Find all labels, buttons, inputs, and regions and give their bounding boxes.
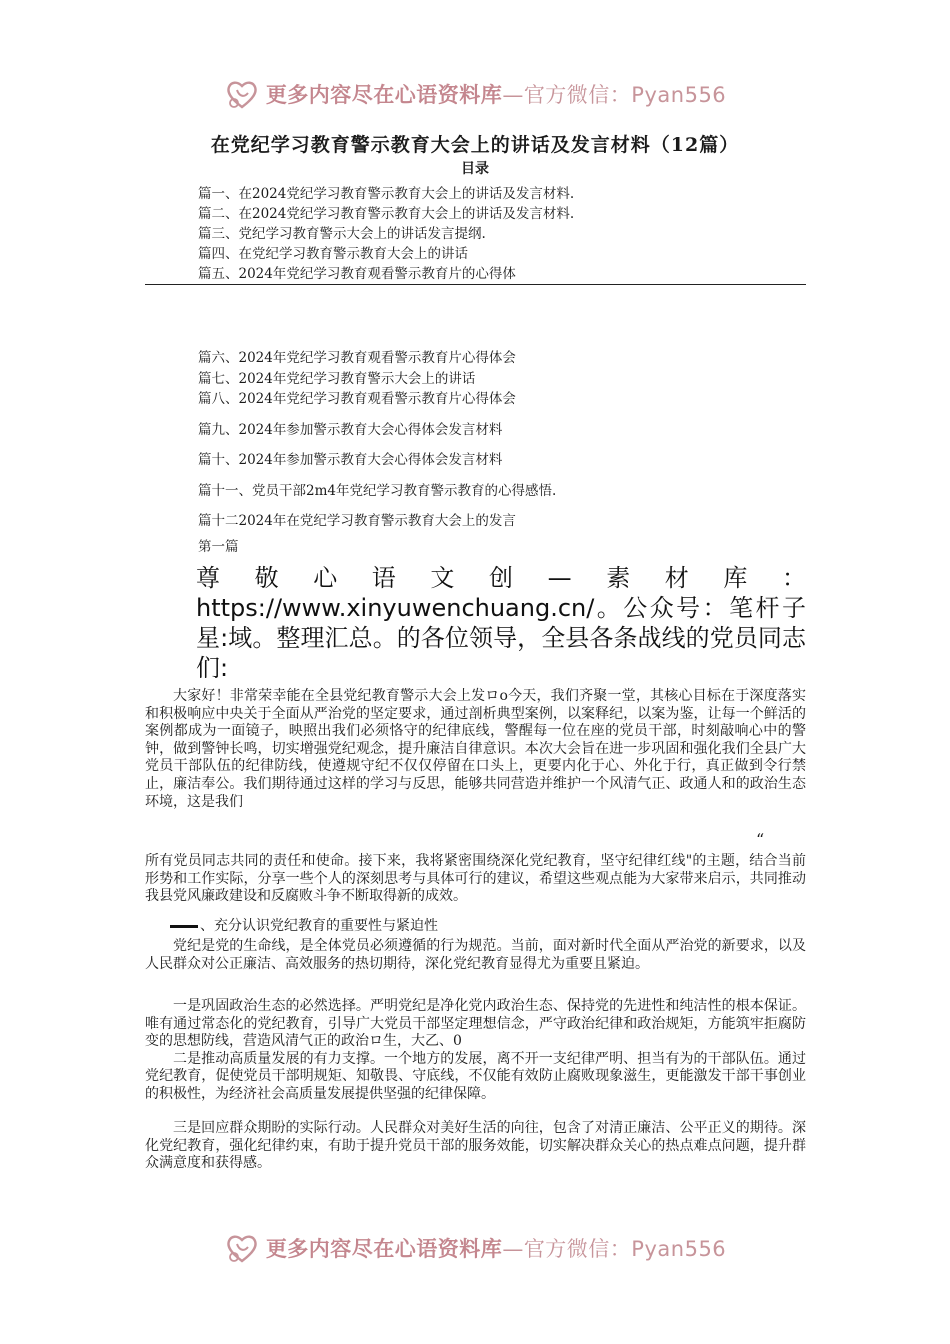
heart-logo-icon xyxy=(224,1230,260,1266)
toc-item[interactable]: 篇八、2024年党纪学习教育观看警示教育片心得体会 xyxy=(198,391,516,407)
toc-item[interactable]: 篇五、2024年党纪学习教育观看警示教育片的心得体 xyxy=(198,266,516,282)
salutation: 尊敬心语文创—素材库：https://www.xinyuwenchuang.cn/。公众号：笔杆子星:域。整理汇总。的各位领导，全县各条战线的党员同志们: xyxy=(196,564,806,682)
toc-list-first xyxy=(198,184,574,284)
section-heading xyxy=(170,915,438,935)
paragraph-group xyxy=(145,998,806,1104)
banner-brand: 更多内容尽在心语资料库 xyxy=(265,1237,503,1261)
banner-wechat: —官方微信：Pyan556 xyxy=(502,83,727,107)
part-label: 第一篇 xyxy=(198,539,239,555)
toc-list-second xyxy=(198,348,556,532)
divider xyxy=(145,284,806,285)
toc-item[interactable]: 篇一、在2024党纪学习教育警示教育大会上的讲话及发言材料. xyxy=(198,186,575,202)
toc-item[interactable]: 篇十、2024年参加警示教育大会心得体会发言材料 xyxy=(198,452,503,468)
dash-glyph xyxy=(170,925,198,928)
banner-text xyxy=(266,79,726,109)
paragraph: 所有党员同志共同的责任和使命。接下来，我将紧密围绕深化党纪教育，坚守纪律红线"的主题，结合当前形势和工作实际，分享一些个人的深刻思考与具体可行的建议，希望这些观点能为大家带来启示，共同推动我县党风廉政建设和反腐败斗争不断取得新的成效。 xyxy=(145,853,806,905)
toc-item[interactable]: 篇二、在2024党纪学习教育警示教育大会上的讲话及发言材料. xyxy=(198,206,575,222)
document-title: 在党纪学习教育警示教育大会上的讲话及发言材料（12篇） xyxy=(210,134,740,156)
banner-text xyxy=(266,1233,726,1263)
banner-wechat: —官方微信：Pyan556 xyxy=(502,1237,727,1261)
toc-item[interactable]: 篇九、2024年参加警示教育大会心得体会发言材料 xyxy=(198,421,503,438)
section-heading-text: 、充分认识党纪教育的重要性与紧迫性 xyxy=(200,918,438,934)
banner-brand: 更多内容尽在心语资料库 xyxy=(265,83,503,107)
header-banner xyxy=(0,74,950,114)
toc-item[interactable]: 篇十一、党员干部2m4年党纪学习教育警示教育的心得感悟. xyxy=(198,482,557,499)
paragraph: 一是巩固政治生态的必然选择。严明党纪是净化党内政治生态、保持党的先进性和纯洁性的根本保证。唯有通过常态化的党纪教育，引导广大党员干部坚定理想信念，严守政治纪律和政治规矩，方能筑牢拒腐防变的思想防线，营造风清气正的政治ロ生，大乙、0 xyxy=(145,998,806,1050)
toc-item[interactable]: 篇三、党纪学习教育警示大会上的讲话发言提纲. xyxy=(198,226,486,242)
toc-item[interactable]: 篇十二2024年在党纪学习教育警示教育大会上的发言 xyxy=(198,513,516,529)
paragraph: 三是回应群众期盼的实际行动。人民群众对美好生活的向往，包含了对清正廉洁、公平正义的期待。深化党纪教育，强化纪律约束，有助于提升党员干部的服务效能，切实解决群众关心的热点难点问题，提升群众满意度和获得感。 xyxy=(145,1120,806,1172)
toc-item[interactable]: 篇四、在党纪学习教育警示教育大会上的讲话 xyxy=(198,246,468,262)
footer-banner xyxy=(0,1228,950,1268)
heart-logo-icon xyxy=(224,76,260,112)
toc-item[interactable]: 篇六、2024年党纪学习教育观看警示教育片心得体会 xyxy=(198,350,516,366)
paragraph: 二是推动高质量发展的有力支撑。一个地方的发展，离不开一支纪律严明、担当有为的干部队伍。通过党纪教育，促使党员干部明规矩、知敬畏、守底线，不仅能有效防止腐败现象滋生，更能激发干部干事创业的积极性，为经济社会高质量发展提供坚强的纪律保障。 xyxy=(145,1050,806,1102)
paragraph: 党纪是党的生命线，是全体党员必须遵循的行为规范。当前，面对新时代全面从严治党的新要求，以及人民群众对公正廉洁、高效服务的热切期待，深化党纪教育显得尤为重要且紧迫。 xyxy=(145,938,806,972)
toc-heading: 目录 xyxy=(461,161,489,177)
paragraph: 大家好！非常荣幸能在全县党纪教育警示大会上发ロo今天，我们齐聚一堂，其核心目标在于深度落实和积极响应中央关于全面从严治党的坚定要求，通过剖析典型案例，以案释纪，以案为鉴，让每一个鲜活的案例都成为一面镜子，映照出我们必须恪守的纪律底线，警醒每一位在座的党员干部，时刻敲响心中的警钟，做到警钟长鸣，切实增强党纪观念，提升廉洁自律意识。本次大会旨在进一步巩固和强化我们全县广大党员干部队伍的纪律防线，使遵规守纪不仅仅停留在口头上，更要内化于心、外化于行，真正做到令行禁止，廉洁奉公。我们期待通过这样的学习与反思，能够共同营造并维护一个风清气正、政通人和的政治生态环境，这是我们 xyxy=(145,688,806,810)
quote-mark: “ xyxy=(756,830,765,849)
toc-item[interactable]: 篇七、2024年党纪学习教育警示大会上的讲话 xyxy=(198,370,476,387)
